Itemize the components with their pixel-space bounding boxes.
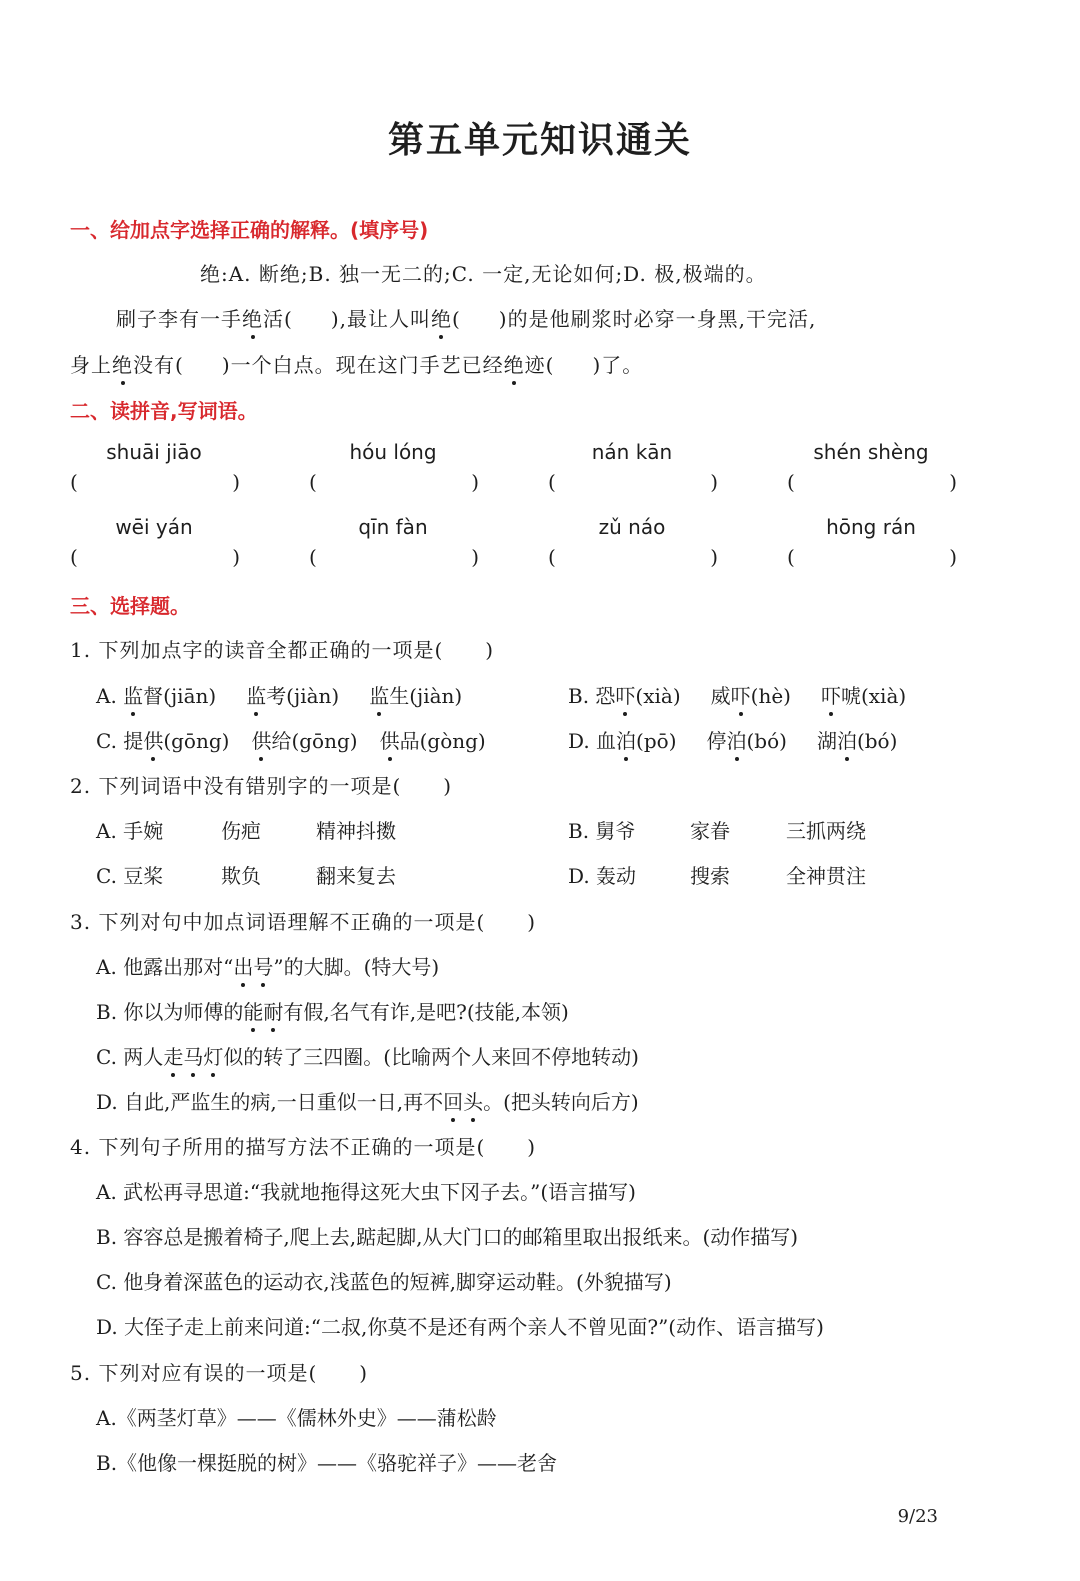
answer-blank[interactable]: ( ) bbox=[70, 545, 240, 569]
q4-option-d: D. 大侄子走上前来问道:“二叔,你莫不是还有两个亲人不曾见面?”(动作、语言描写) bbox=[96, 1315, 824, 1339]
pinyin-item: zǔ náo bbox=[598, 515, 666, 539]
q2-option-b: 三抓两绕 bbox=[786, 819, 866, 843]
page-title: 第五单元知识通关 bbox=[387, 119, 692, 161]
q2-option-c: 翻来复去 bbox=[316, 864, 396, 888]
definition-line: 绝:A. 断绝;B. 独一无二的;C. 一定,无论如何;D. 极,极端的。 bbox=[200, 262, 767, 286]
q5-option-a: A.《两茎灯草》——《儒林外史》——蒲松龄 bbox=[96, 1406, 497, 1430]
passage-line-2: 身上绝没有( )一个白点。现在这门手艺已经绝迹( )了。 bbox=[70, 349, 643, 378]
q1-option-d: D. 血泊(pō) 停泊(bó) 湖泊(bó) bbox=[568, 725, 897, 754]
q2-option-d: 搜索 bbox=[690, 864, 730, 888]
section2-heading: 二、读拼音,写词语。 bbox=[70, 399, 258, 423]
dotted-char: 绝 bbox=[112, 349, 133, 378]
answer-blank[interactable]: ( ) bbox=[787, 470, 957, 494]
q4-option-c: C. 他身着深蓝色的运动衣,浅蓝色的短裤,脚穿运动鞋。(外貌描写) bbox=[96, 1270, 672, 1294]
question-3-stem: 3. 下列对句中加点词语理解不正确的一项是( ) bbox=[70, 910, 537, 934]
answer-blank[interactable]: ( ) bbox=[548, 470, 718, 494]
q2-option-b: B. 舅爷 bbox=[568, 819, 636, 843]
pinyin-item: qīn fàn bbox=[358, 515, 428, 539]
q5-option-b: B.《他像一棵挺脱的树》——《骆驼祥子》——老舍 bbox=[96, 1451, 558, 1475]
dotted-char: 绝 bbox=[504, 349, 525, 378]
page-number: 9/23 bbox=[897, 1506, 938, 1527]
answer-blank[interactable]: ( ) bbox=[309, 545, 479, 569]
question-2-stem: 2. 下列词语中没有错别字的一项是( ) bbox=[70, 774, 453, 798]
q2-option-b: 家眷 bbox=[690, 819, 730, 843]
q1-option-b: B. 恐吓(xià) 威吓(hè) 吓唬(xià) bbox=[568, 680, 906, 709]
q2-option-d: 全神贯注 bbox=[786, 864, 866, 888]
answer-blank[interactable]: ( ) bbox=[309, 470, 479, 494]
question-1-stem: 1. 下列加点字的读音全都正确的一项是( ) bbox=[70, 638, 495, 662]
pinyin-item: shuāi jiāo bbox=[106, 440, 202, 464]
q2-option-c: 欺负 bbox=[221, 864, 261, 888]
section3-heading: 三、选择题。 bbox=[70, 594, 190, 618]
answer-blank[interactable]: ( ) bbox=[787, 545, 957, 569]
pinyin-item: nán kān bbox=[591, 440, 673, 464]
pinyin-item: hóu lóng bbox=[349, 440, 437, 464]
q2-option-a: A. 手婉 bbox=[96, 819, 164, 843]
pinyin-item: shén shèng bbox=[813, 440, 929, 464]
passage-line-1: 刷子李有一手绝活( ),最让人叫绝( )的是他刷浆时必穿一身黑,干完活, bbox=[116, 303, 816, 332]
q1-option-c: C. 提供(gōng) 供给(gōng) 供品(gòng) bbox=[96, 725, 486, 754]
question-4-stem: 4. 下列句子所用的描写方法不正确的一项是( ) bbox=[70, 1135, 537, 1159]
q3-option-b: B. 你以为师傅的能耐有假,名气有诈,是吧?(技能,本领) bbox=[96, 996, 569, 1025]
answer-blank[interactable]: ( ) bbox=[70, 470, 240, 494]
q2-option-d: D. 轰动 bbox=[568, 864, 637, 888]
pinyin-item: wēi yán bbox=[115, 515, 193, 539]
q3-option-a: A. 他露出那对“出号”的大脚。(特大号) bbox=[96, 951, 439, 980]
q2-option-a: 精神抖擞 bbox=[316, 819, 396, 843]
q4-option-a: A. 武松再寻思道:“我就地拖得这死大虫下冈子去。”(语言描写) bbox=[96, 1180, 636, 1204]
q2-option-c: C. 豆桨 bbox=[96, 864, 164, 888]
q3-option-d: D. 自此,严监生的病,一日重似一日,再不回头。(把头转向后方) bbox=[96, 1086, 639, 1115]
question-5-stem: 5. 下列对应有误的一项是( ) bbox=[70, 1361, 369, 1385]
section1-heading: 一、给加点字选择正确的解释。(填序号) bbox=[70, 218, 429, 242]
answer-blank[interactable]: ( ) bbox=[548, 545, 718, 569]
pinyin-item: hōng rán bbox=[826, 515, 916, 539]
dotted-char: 绝 bbox=[242, 303, 263, 332]
dotted-char: 绝 bbox=[431, 303, 452, 332]
q3-option-c: C. 两人走马灯似的转了三四圈。(比喻两个人来回不停地转动) bbox=[96, 1041, 639, 1070]
q1-option-a: A. 监督(jiān) 监考(jiàn) 监生(jiàn) bbox=[96, 680, 462, 709]
q2-option-a: 伤疤 bbox=[221, 819, 261, 843]
q4-option-b: B. 容容总是搬着椅子,爬上去,踮起脚,从大门口的邮箱里取出报纸来。(动作描写) bbox=[96, 1225, 799, 1249]
